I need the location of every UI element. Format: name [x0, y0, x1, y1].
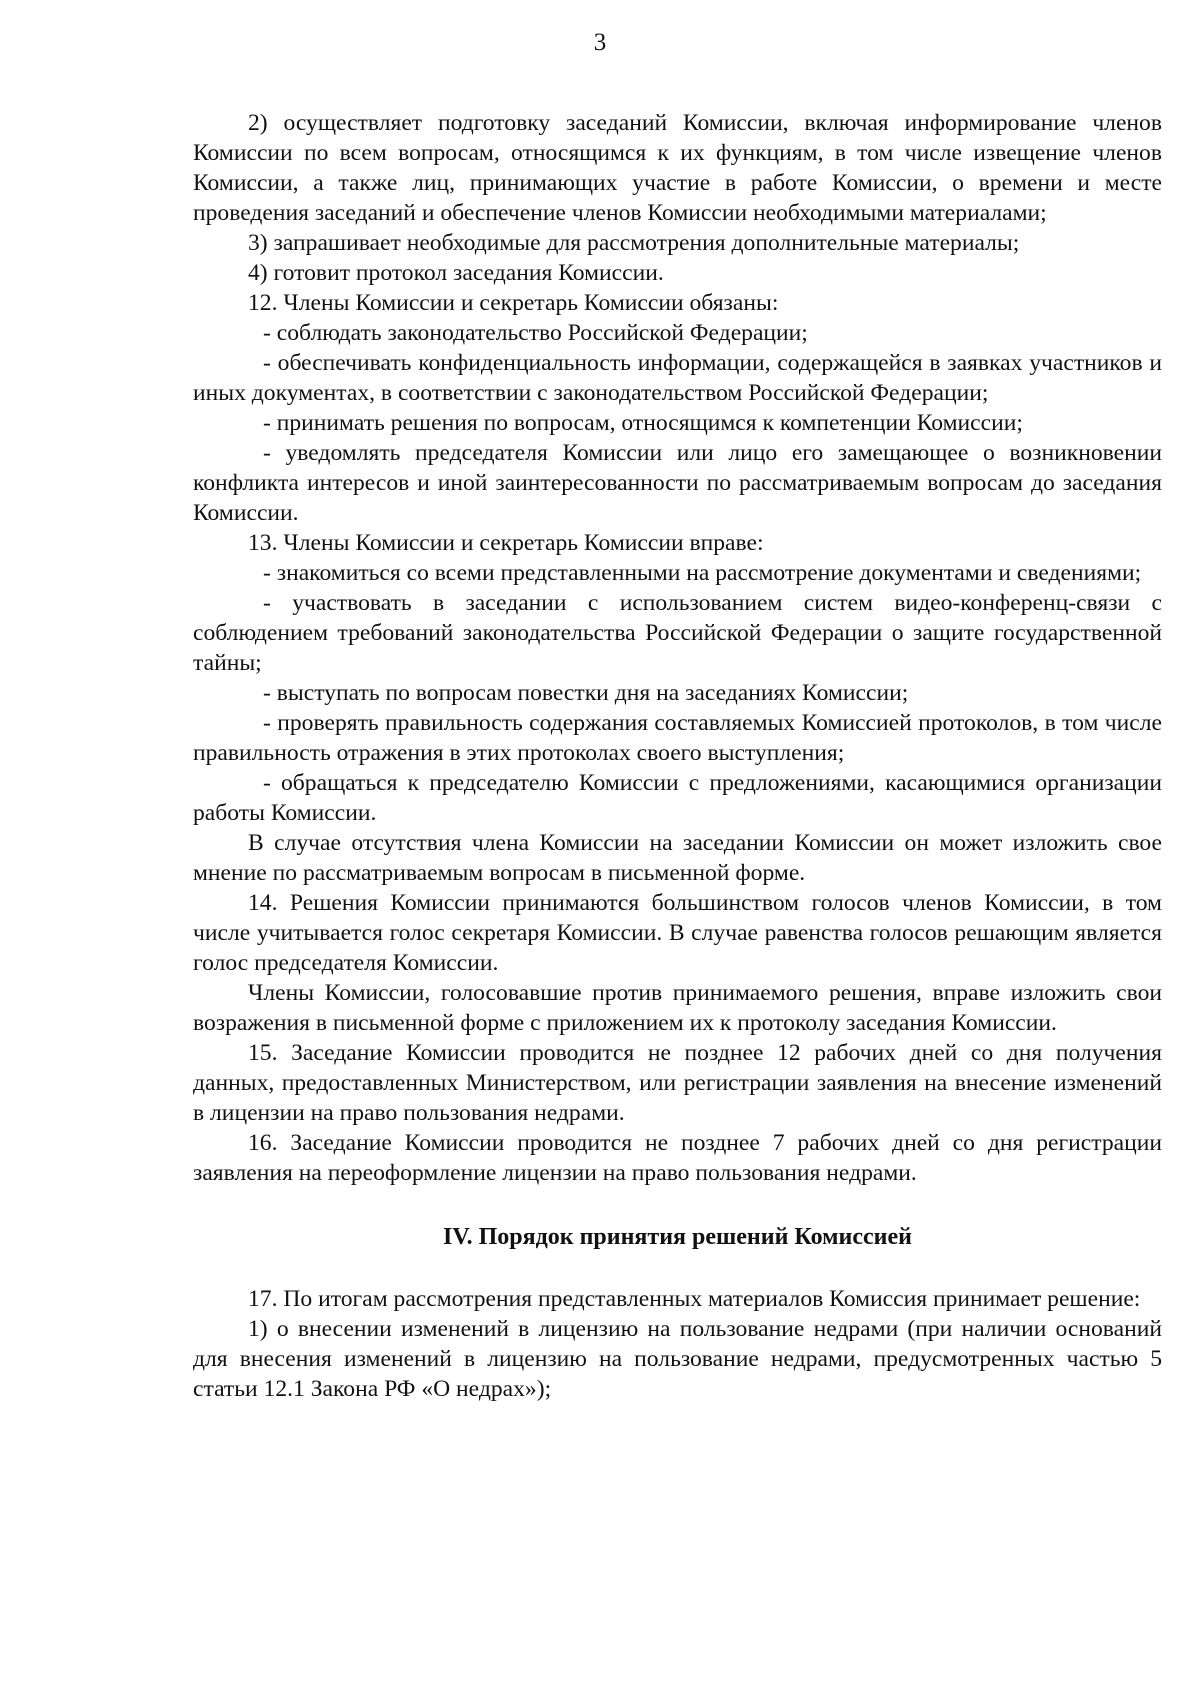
obligation-make-decisions: - принимать решения по вопросам, относящимся к компетенции Комиссии;: [263, 410, 1023, 436]
right-address-chairman: - обращаться к председателю Комиссии с предложениями, касающимися организации работы Комиссии.: [193, 770, 1162, 826]
obligation-confidentiality: - обеспечивать конфиденциальность информации, содержащейся в заявках участников и иных документах, в соответствии с законодательством Российской Федерации;: [193, 350, 1162, 406]
paragraph-decision-item-1: 1) о внесении изменений в лицензию на пользование недрами (при наличии оснований для внесения изменений в лицензию на пользование недрами, предусмотренных частью 5 статьи 12.1 Закона РФ «О недрах»);: [193, 1316, 1162, 1402]
section-heading: IV. Порядок принятия решений Комиссией: [443, 1224, 912, 1250]
right-speak-agenda: - выступать по вопросам повестки дня на заседаниях Комиссии;: [263, 680, 909, 706]
page-number: 3: [593, 29, 607, 56]
obligation-observe-legislation: - соблюдать законодательство Российской Федерации;: [263, 320, 808, 346]
paragraph-item-2-prepares-meetings: 2) осуществляет подготовку заседаний Комиссии, включая информирование членов Комиссии по всем вопросам, относящимся к их функциям, в том числе извещение членов Комиссии, а также лиц, принимающих участие в работе Комиссии, о времени и месте проведения заседаний и обеспечение членов Комиссии необходимыми материалами;: [193, 110, 1162, 226]
obligation-notify-conflict: - уведомлять председателя Комиссии или лицо его замещающее о возникновении конфликта интересов и иной заинтересованности по рассматриваемым вопросам до заседания Комиссии.: [193, 440, 1162, 526]
right-video-conference: - участвовать в заседании с использованием систем видео-конференц-связи с соблюдением требований законодательства Российской Федерации о защите государственной тайны;: [193, 590, 1162, 676]
right-review-documents: - знакомиться со всеми представленными на рассмотрение документами и сведениями;: [263, 560, 1142, 586]
paragraph-14-decisions: 14. Решения Комиссии принимаются большинством голосов членов Комиссии, в том числе учитывается голос секретаря Комиссии. В случае равенства голосов решающим является голос председателя Комиссии.: [193, 890, 1162, 976]
paragraph-16-meeting-deadline: 16. Заседание Комиссии проводится не позднее 7 рабочих дней со дня регистрации заявления на переоформление лицензии на право пользования недрами.: [193, 1130, 1162, 1186]
paragraph-item-4-prepares-protocol: 4) готовит протокол заседания Комиссии.: [248, 260, 664, 286]
right-check-protocols: - проверять правильность содержания составляемых Комиссией протоколов, в том числе правильность отражения в этих протоколах своего выступления;: [193, 710, 1162, 766]
paragraph-item-3-requests-materials: 3) запрашивает необходимые для рассмотрения дополнительные материалы;: [248, 230, 1020, 256]
paragraph-objections: Члены Комиссии, голосовавшие против принимаемого решения, вправе изложить свои возражения в письменной форме с приложением их к протоколу заседания Комиссии.: [193, 980, 1162, 1036]
paragraph-15-meeting-deadline: 15. Заседание Комиссии проводится не позднее 12 рабочих дней со дня получения данных, предоставленных Министерством, или регистрации заявления на внесение изменений в лицензии на право пользования недрами.: [193, 1040, 1162, 1126]
paragraph-absence-written-opinion: В случае отсутствия члена Комиссии на заседании Комиссии он может изложить свое мнение по рассматриваемым вопросам в письменной форме.: [193, 830, 1162, 886]
document-body: [193, 108, 1162, 1404]
paragraph-13-rights: 13. Члены Комиссии и секретарь Комиссии вправе:: [248, 530, 764, 556]
paragraph-17-decision: 17. По итогам рассмотрения представленных материалов Комиссия принимает решение:: [248, 1286, 1141, 1312]
paragraph-12-obligations: 12. Члены Комиссии и секретарь Комиссии обязаны:: [248, 290, 779, 316]
